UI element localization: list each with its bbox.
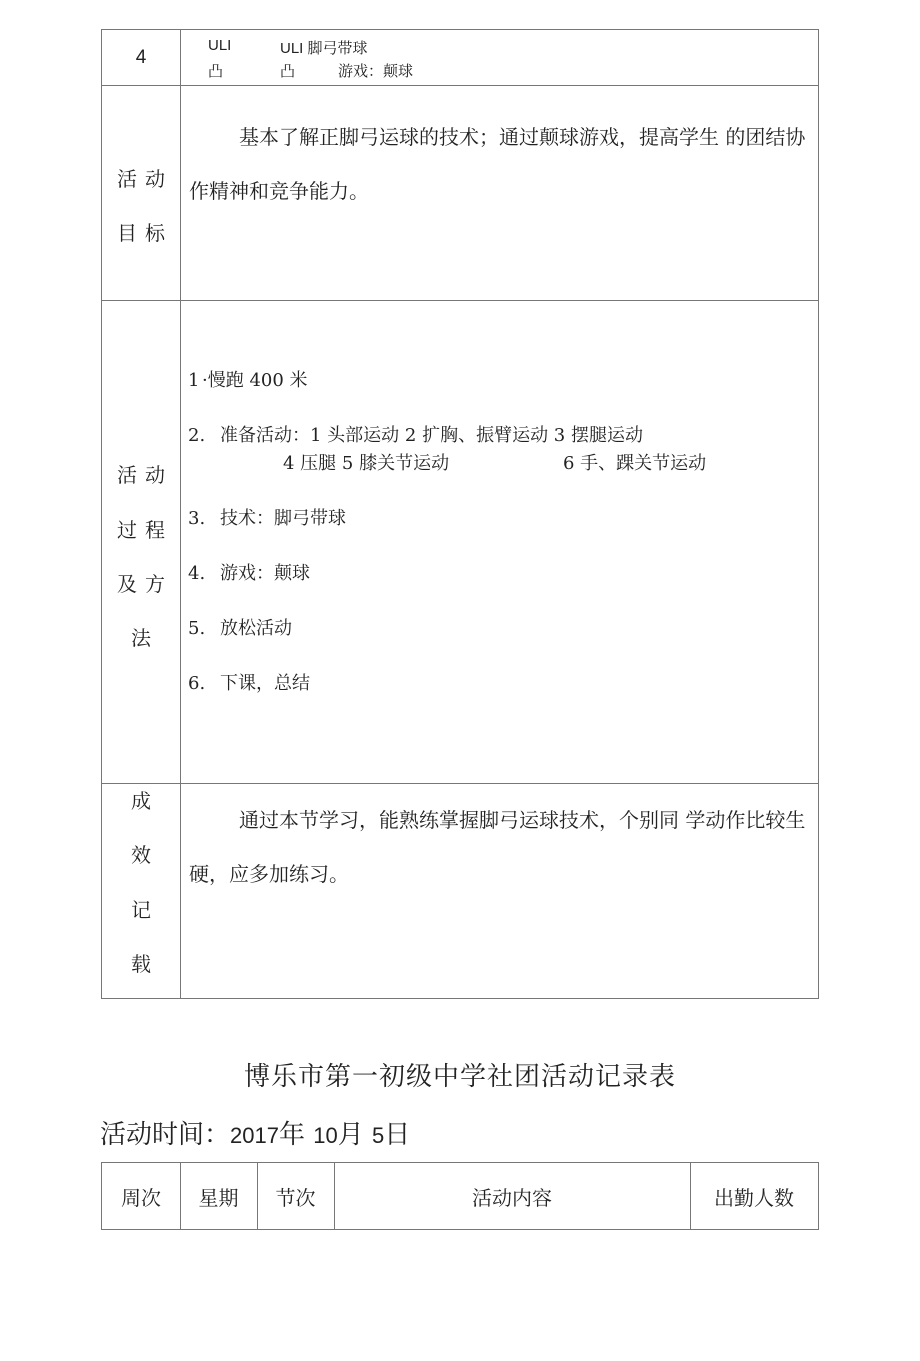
year-value: 2017 bbox=[230, 1123, 279, 1148]
step-text: 放松活动 bbox=[220, 618, 292, 639]
result-label-line3: 记 bbox=[131, 898, 151, 922]
day-value: 5 bbox=[372, 1123, 385, 1148]
row1-activity: ULI 脚弓带球 bbox=[280, 40, 368, 57]
step-number: 4. bbox=[188, 563, 206, 584]
goal-label-line1: 活动 bbox=[117, 167, 173, 191]
step-item bbox=[188, 366, 308, 392]
day-unit: 日 bbox=[384, 1120, 411, 1150]
step-number: 5. bbox=[188, 618, 206, 639]
step-number: 3. bbox=[188, 508, 206, 529]
row1-symbol-left: 凸 bbox=[208, 63, 224, 80]
process-label-line3: 及方 bbox=[117, 572, 173, 596]
row1-symbol-mid: 凸 bbox=[280, 63, 296, 80]
step-text: 游戏：颠球 bbox=[220, 563, 310, 584]
column-header-content: 活动内容 bbox=[472, 1185, 552, 1210]
row-divider bbox=[102, 783, 818, 784]
step-number: 2. bbox=[188, 425, 206, 446]
step-number: 1 bbox=[188, 370, 200, 391]
week-number: 4 bbox=[135, 46, 147, 68]
goal-text: 基本了解正脚弓运球的技术；通过颠球游戏，提高学生 的团结协作精神和竞争能力。 bbox=[189, 125, 806, 203]
result-label-line2: 效 bbox=[131, 843, 151, 867]
step-text: 下课，总结 bbox=[220, 673, 310, 694]
row1-code-left: ULI bbox=[208, 37, 232, 54]
month-unit: 月 bbox=[337, 1120, 364, 1150]
step-item bbox=[188, 504, 346, 530]
result-label-line4: 载 bbox=[131, 952, 151, 976]
column-header-attendance: 出勤人数 bbox=[714, 1185, 794, 1210]
step-text: 准备活动：1 头部运动 2 扩胸、振臂运动 3 摆腿运动 bbox=[220, 425, 643, 446]
process-label-line4: 法 bbox=[131, 626, 159, 650]
activity-record-table bbox=[101, 29, 819, 999]
year-unit: 年 bbox=[278, 1120, 305, 1150]
result-text: 通过本节学习，能熟练掌握脚弓运球技术，个别同 学动作比较生硬，应多加练习。 bbox=[189, 808, 806, 886]
column-divider bbox=[180, 30, 181, 998]
form-title: 博乐市第一初级中学社团活动记录表 bbox=[243, 1062, 676, 1092]
process-label-line2: 过程 bbox=[117, 518, 173, 542]
step-item bbox=[188, 559, 310, 585]
goal-label-line2: 目标 bbox=[117, 221, 173, 245]
step-text: ·慢跑 400 米 bbox=[202, 370, 308, 391]
step-number: 6. bbox=[188, 673, 206, 694]
step-item bbox=[188, 669, 310, 695]
month-value: 10 bbox=[313, 1123, 338, 1148]
result-label-line1: 成 bbox=[131, 789, 151, 813]
step-item bbox=[188, 614, 292, 640]
activity-time-label: 活动时间： bbox=[100, 1120, 231, 1150]
row-divider bbox=[102, 85, 818, 86]
column-header-weekday: 星期 bbox=[198, 1185, 239, 1210]
step-item bbox=[188, 421, 643, 447]
step2-continuation-a: 4 压腿 5 膝关节运动 bbox=[283, 453, 450, 474]
column-header-week: 周次 bbox=[121, 1185, 161, 1210]
step2-continuation-b: 6 手、踝关节运动 bbox=[563, 453, 707, 474]
step-text: 技术：脚弓带球 bbox=[220, 508, 346, 529]
column-header-period: 节次 bbox=[275, 1185, 316, 1210]
activity-time bbox=[100, 1114, 410, 1151]
row1-game: 游戏：颠球 bbox=[338, 63, 414, 80]
record-form-table bbox=[101, 1162, 819, 1230]
process-label-line1: 活动 bbox=[117, 463, 173, 487]
row-divider bbox=[102, 300, 818, 301]
